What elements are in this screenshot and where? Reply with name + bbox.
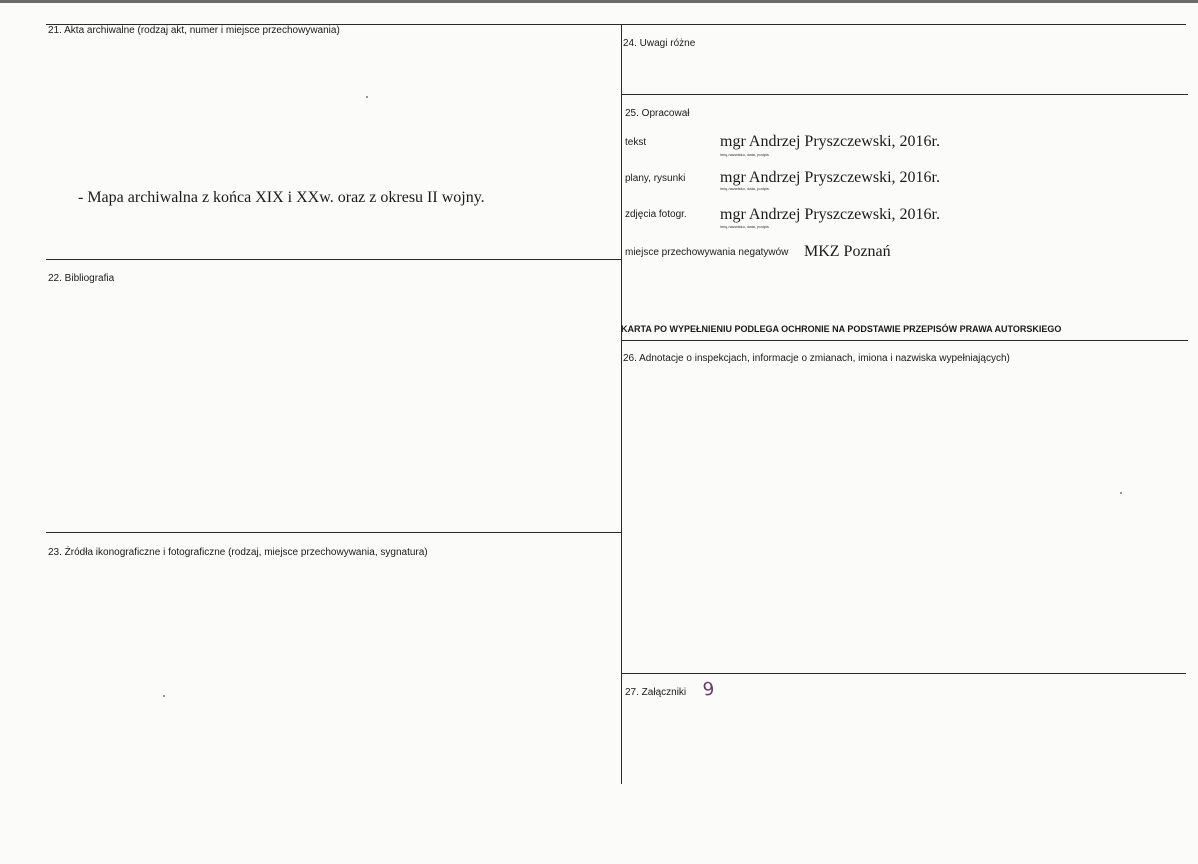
column-divider [621, 24, 622, 784]
text-author-hint: imię,nazwisko, data, podpis [720, 152, 769, 157]
section-22-label: 22. Bibliografia [48, 273, 115, 284]
plans-author-value: mgr Andrzej Pryszczewski, 2016r. [720, 169, 940, 186]
plans-author-hint: imię,nazwisko, data, podpis [720, 186, 769, 191]
section-22-top-rule [46, 259, 622, 260]
section-23-label: 23. Źródła ikonograficzne i fotograficzne (rodzaj, miejsce przechowywania, sygnatura) [48, 547, 428, 558]
section-26-top-rule [622, 340, 1188, 341]
section-24-label: 24. Uwagi różne [623, 38, 696, 49]
attachments-count: 9 [701, 678, 716, 701]
section-21-label: 21. Akta archiwalne (rodzaj akt, numer i miejsce przechowywania) [48, 25, 340, 36]
text-author-value: mgr Andrzej Pryszczewski, 2016r. [720, 133, 940, 150]
section-27-label: 27. Załączniki [625, 687, 687, 698]
archival-entry: - Mapa archiwalna z końca XIX i XXw. oraz z okresu II wojny. [78, 189, 485, 206]
section-24-top-rule [622, 24, 1186, 25]
plans-author-label: plany, rysunki [625, 173, 686, 184]
text-author-label: tekst [625, 137, 647, 148]
photos-author-value: mgr Andrzej Pryszczewski, 2016r. [720, 206, 940, 223]
scan-speck [366, 96, 368, 98]
scan-top-edge [0, 0, 1198, 3]
section-27-top-rule [622, 673, 1186, 674]
scan-speck [163, 695, 165, 697]
section-23-top-rule [46, 532, 622, 533]
section-25-label: 25. Opracował [625, 108, 690, 119]
section-25-top-rule [622, 94, 1188, 95]
photos-author-hint: imię,nazwisko, data, podpis [720, 224, 769, 229]
copyright-notice: KARTA PO WYPEŁNIENIU PODLEGA OCHRONIE NA PODSTAWIE PRZEPISÓW PRAWA AUTORSKIEGO [621, 324, 1062, 334]
photos-author-label: zdjęcia fotogr. [625, 209, 687, 220]
negatives-label: miejsce przechowywania negatywów [625, 247, 789, 258]
scan-speck [1120, 492, 1122, 494]
section-26-label: 26. Adnotacje o inspekcjach, informacje o zmianach, imiona i nazwiska wypełniających) [623, 353, 1010, 364]
negatives-value: MKZ Poznań [804, 243, 891, 260]
